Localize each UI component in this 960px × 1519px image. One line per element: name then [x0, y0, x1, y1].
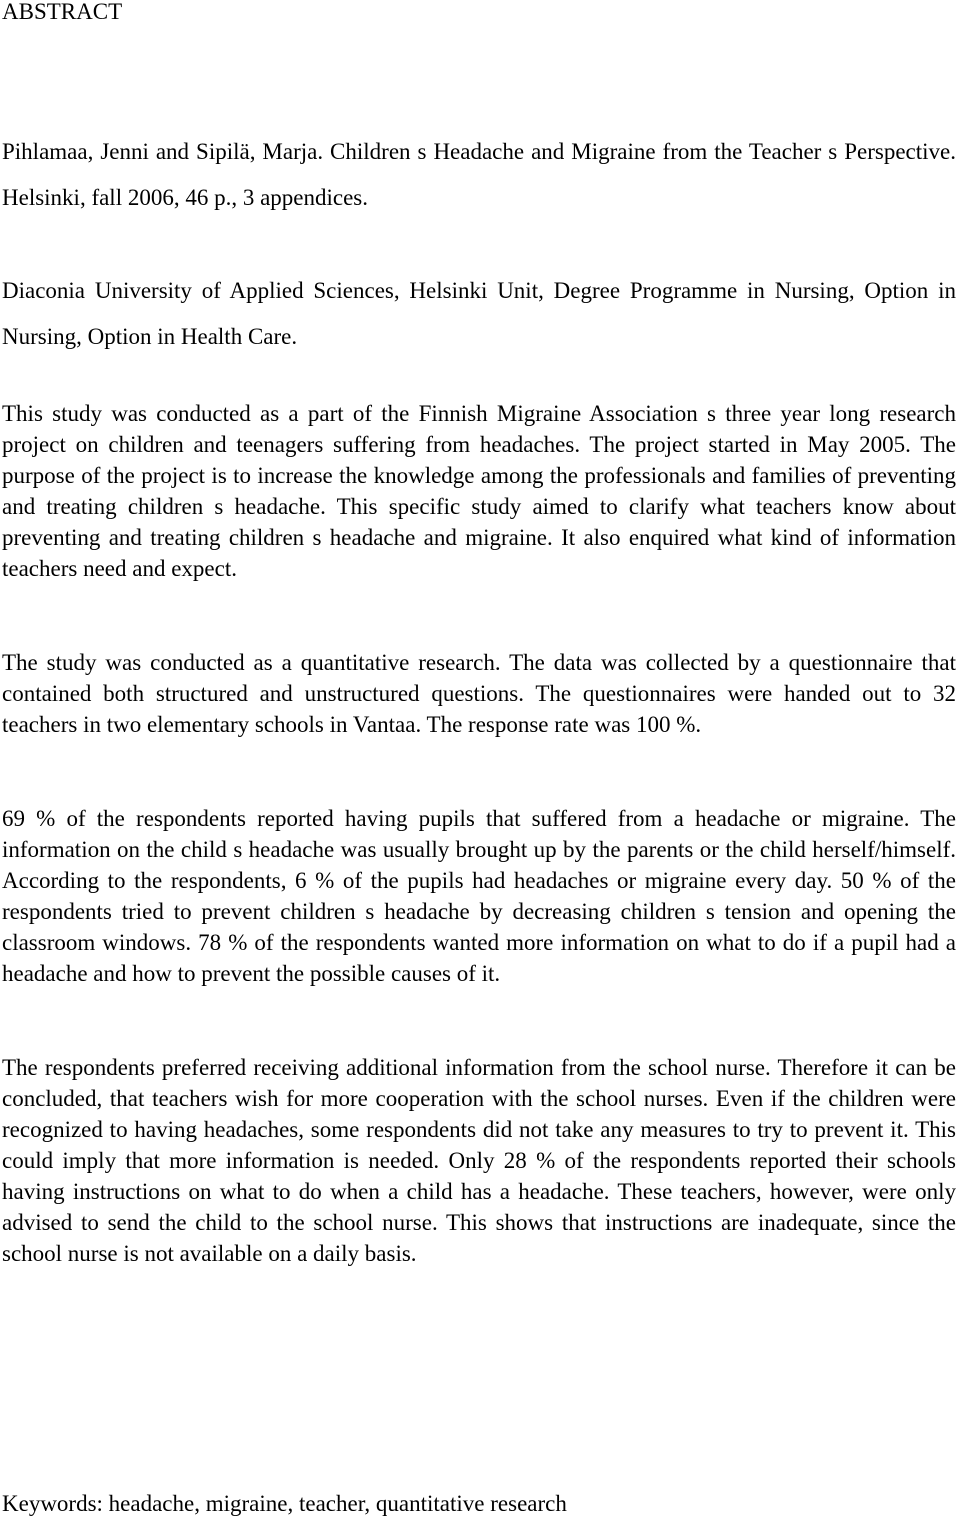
- method-paragraph: The study was conducted as a quantitative research. The data was collected by a questionnaire that contained both structured and unstructured questions. The questionnaires were handed out to 32 teachers in two elementary schools in Vantaa. The response rate was 100 %.: [2, 650, 956, 737]
- keywords-line: Keywords: headache, migraine, teacher, quantitative research: [2, 1491, 567, 1516]
- intro-paragraph: This study was conducted as a part of the Finnish Migraine Association s three year long research project on children and teenagers suffering from headaches. The project started in May 2005. The purpose of the project is to increase the knowledge among the professionals and families of preventing and treating children s headache. This specific study aimed to clarify what teachers know about preventing and treating children s headache and migraine. It also enquired what kind of information teachers need and expect.: [2, 401, 956, 581]
- abstract-heading: ABSTRACT: [2, 0, 123, 24]
- citation-paragraph: Pihlamaa, Jenni and Sipilä, Marja. Children s Headache and Migraine from the Teacher s Perspective. Helsinki, fall 2006, 46 p., 3 appendices.: [2, 139, 956, 210]
- results-paragraph: 69 % of the respondents reported having pupils that suffered from a headache or migraine. The information on the child s headache was usually brought up by the parents or the child herself/himself. According to the respondents, 6 % of the pupils had headaches or migraine every day. 50 % of the respondents tried to prevent children s headache by decreasing children s tension and opening the classroom windows. 78 % of the respondents wanted more information on what to do if a pupil had a headache and how to prevent the possible causes of it.: [2, 806, 956, 986]
- conclusion-paragraph: The respondents preferred receiving additional information from the school nurse. Therefore it can be concluded, that teachers wish for more cooperation with the school nurses. Even if the children were recognized to having headaches, some respondents did not take any measures to try to prevent it. This could imply that more information is needed. Only 28 % of the respondents reported their schools having instructions on what to do when a child has a headache. These teachers, however, were only advised to send the child to the school nurse. This shows that instructions are inadequate, since the school nurse is not available on a daily basis.: [2, 1055, 956, 1266]
- institution-paragraph: Diaconia University of Applied Sciences, Helsinki Unit, Degree Programme in Nursing, Option in Nursing, Option in Health Care.: [2, 278, 956, 349]
